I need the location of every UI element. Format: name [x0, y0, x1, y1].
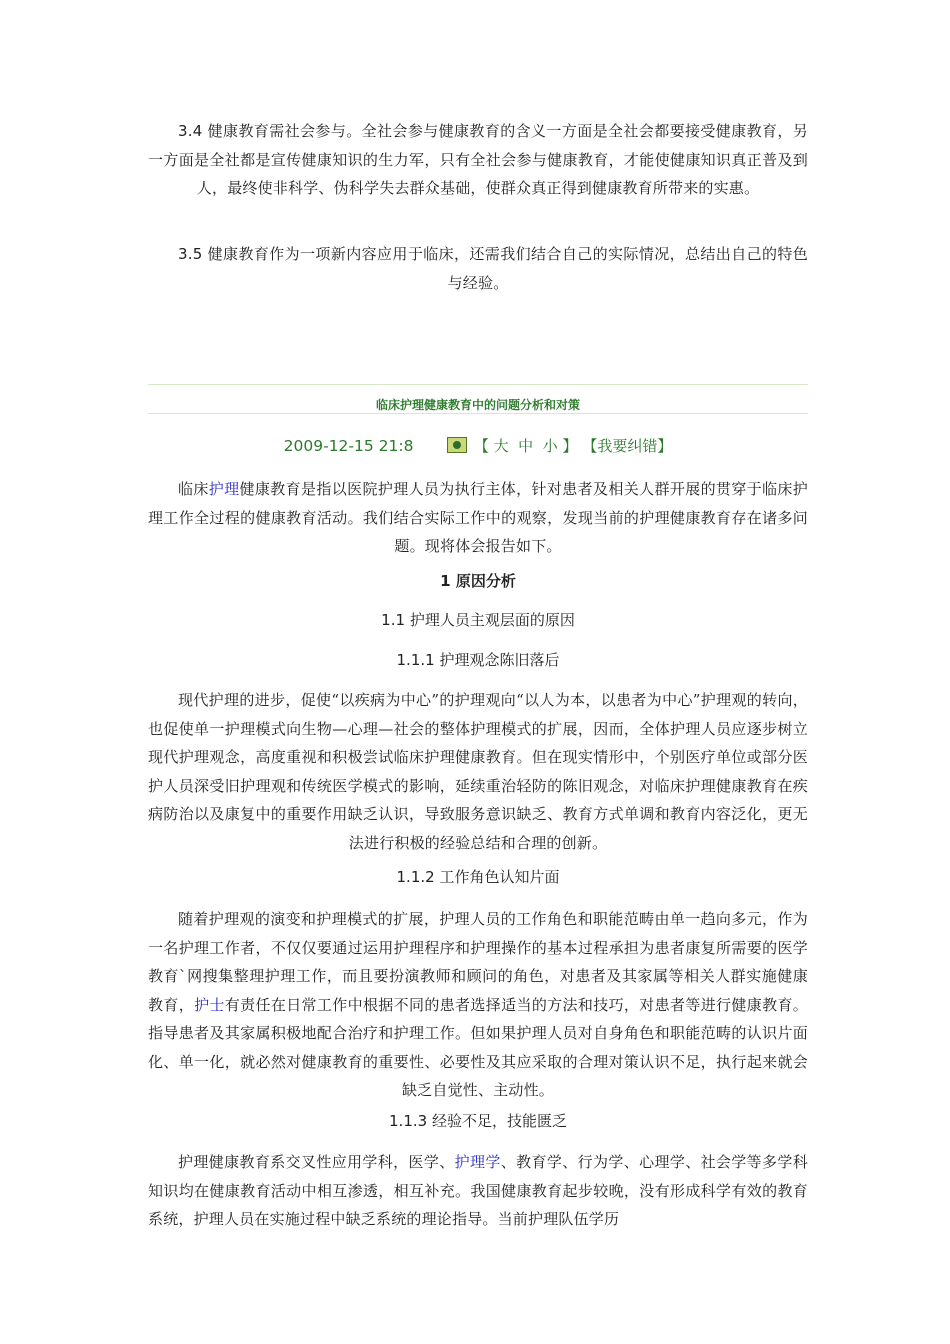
paragraph-text: 健康教育作为一项新内容应用于临床，还需我们结合自己的实际情况，总结出自己的特色与经验。	[207, 245, 808, 292]
publish-date: 2009-12-15 21:8	[283, 437, 414, 455]
paragraph-text: 健康教育需社会参与。全社会参与健康教育的含义一方面是全社会都要接受健康教育，另一方面是全社都是宣传健康知识的生力军，只有全社会参与健康教育，才能使健康知识真正普及到人，最终使非科学、伪科学失去群众基础，使群众真正得到健康教育所带来的实惠。	[148, 122, 808, 197]
section-number: 3.4	[178, 122, 203, 140]
paragraph-1-1-3: 护理健康教育系交叉性应用学科，医学、护理学、教育学、行为学、心理学、社会学等多学科知识均在健康教育活动中相互渗透，相互补充。我国健康教育起步较晚，没有形成科学有效的教育系统，护理人员在实施过程中缺乏系统的理论指导。当前护理队伍学历	[148, 1153, 808, 1228]
article-title: 临床护理健康教育中的问题分析和对策	[375, 398, 580, 412]
report-error-link[interactable]: 【我要纠错】	[582, 437, 673, 455]
size-close: 】	[562, 437, 578, 455]
section-heading-1-1-2: 1.1.2 工作角色认知片面	[396, 868, 560, 886]
font-size-medium-link[interactable]: 中	[518, 437, 534, 455]
nursing-science-link[interactable]: 护理学	[454, 1153, 501, 1171]
nursing-link[interactable]: 护理	[208, 480, 240, 498]
paragraph-3-5	[148, 240, 808, 297]
font-size-large-link[interactable]: 大	[493, 437, 509, 455]
paragraph-3-4	[148, 117, 808, 203]
section-heading-1-1-3: 1.1.3 经验不足，技能匮乏	[389, 1112, 567, 1130]
divider-top	[148, 384, 808, 385]
paragraph-1-1-2: 随着护理观的演变和护理模式的扩展，护理人员的工作角色和职能范畴由单一趋向多元，作为一名护理工作者，不仅仅要通过运用护理程序和护理操作的基本过程承担为患者康复所需要的医学教育`网搜集整理护理工作，而且要扮演教师和顾问的角色，对患者及其家属等相关人群实施健康教育，护士有责任在日常工作中根据不同的患者选择适当的方法和技巧，对患者等进行健康教育。指导患者及其家属积极地配合治疗和护理工作。但如果护理人员对自身角色和职能范畴的认识片面化、单一化，就必然对健康教育的重要性、必要性及其应采取的合理对策认识不足，执行起来就会缺乏自觉性、主动性。	[148, 910, 809, 1099]
size-open: 【	[473, 437, 489, 455]
font-size-small-link[interactable]: 小	[542, 437, 558, 455]
paragraph-1-1-1: 现代护理的进步，促使“以疾病为中心”的护理观向“以人为本，以患者为中心”护理观的转向，也促使单一护理模式向生物—心理—社会的整体护理模式的扩展，因而，全体护理人员应逐步树立现代护理观念，高度重视和积极尝试临床护理健康教育。但在现实情形中，个别医疗单位或部分医护人员深受旧护理观和传统医学模式的影响，延续重治轻防的陈旧观念，对临床护理健康教育在疾病防治以及康复中的重要作用缺乏认识，导致服务意识缺乏、教育方式单调和教育内容泛化，更无法进行积极的经验总结和合理的创新。	[148, 691, 808, 852]
speaker-icon[interactable]	[447, 437, 467, 453]
section-heading-1-1: 1.1 护理人员主观层面的原因	[381, 611, 575, 629]
article-meta	[148, 434, 808, 458]
intro-paragraph: 临床护理健康教育是指以医院护理人员为执行主体，针对患者及相关人群开展的贯穿于临床护理工作全过程的健康教育活动。我们结合实际工作中的观察，发现当前的护理健康教育存在诸多问题。现将体会报告如下。	[148, 480, 809, 555]
nurse-link[interactable]: 护士	[194, 995, 225, 1014]
divider-bottom	[148, 413, 808, 414]
section-number: 3.5	[178, 245, 203, 263]
section-heading-1-1-1: 1.1.1 护理观念陈旧落后	[396, 651, 560, 669]
section-heading-1: 1 原因分析	[440, 572, 516, 590]
